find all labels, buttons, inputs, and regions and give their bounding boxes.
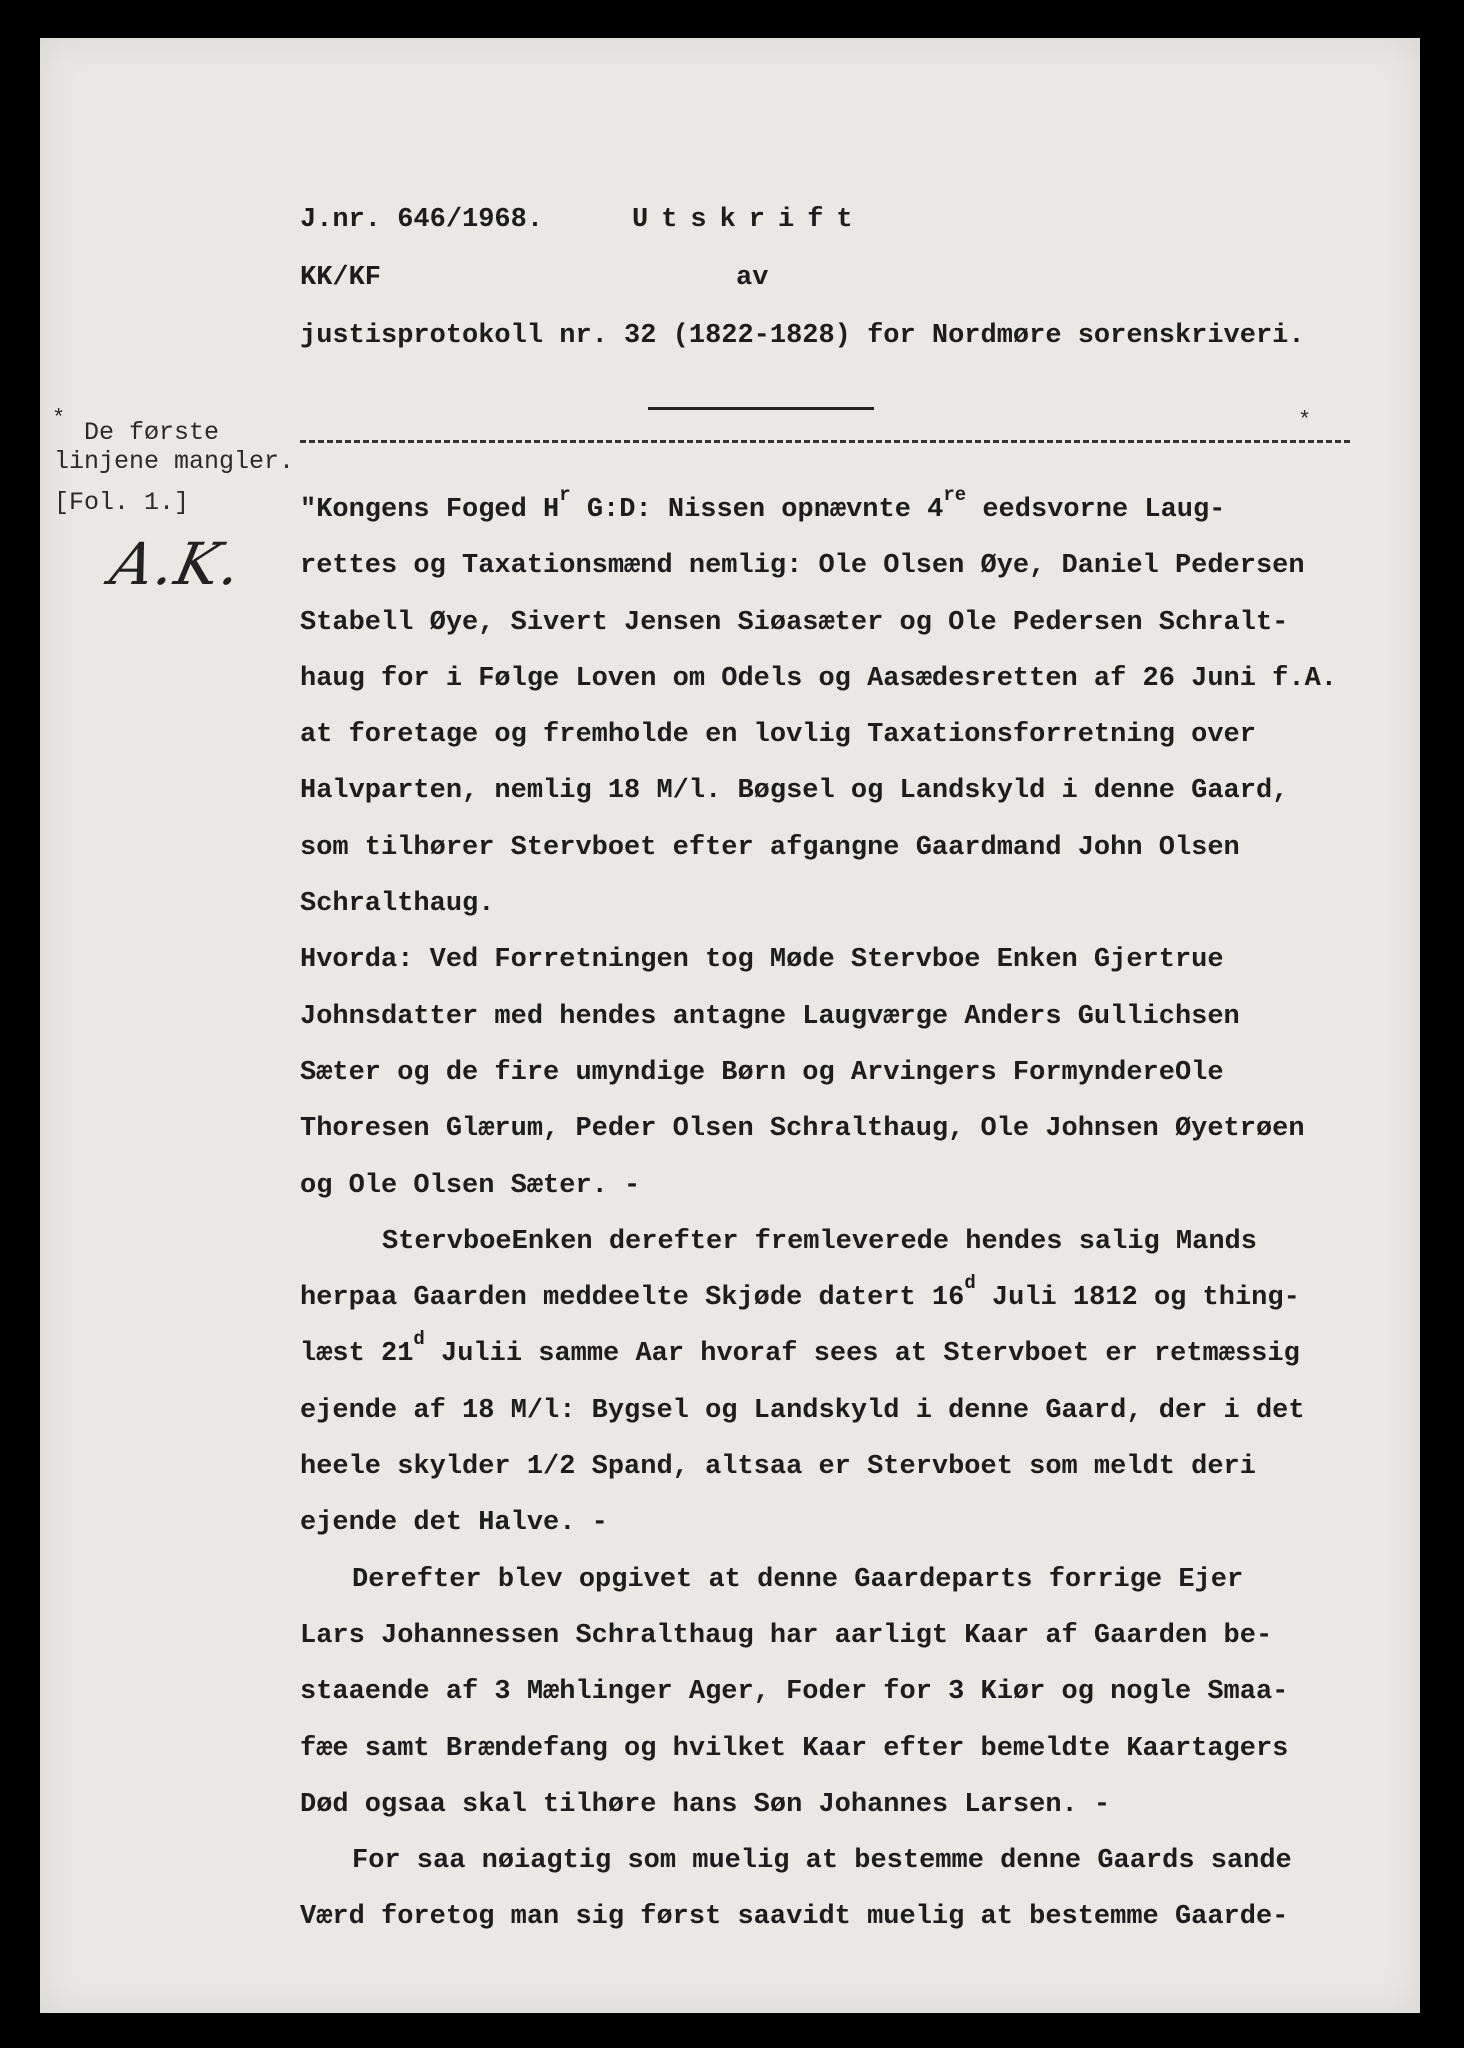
superscript: re <box>943 484 967 506</box>
body-line-text: Julii samme Aar hvoraf sees at Stervboet er retmæssig <box>424 1339 1300 1370</box>
body-line: Hvorda: Ved Forretningen tog Møde Stervboe Enken Gjertrue <box>300 945 1224 976</box>
body-line <box>300 482 1337 538</box>
body-line: Lars Johannessen Schralthaug har aarligt Kaar af Gaarden be- <box>300 1620 1273 1651</box>
margin-note-line2: linjene mangler. <box>54 447 295 476</box>
margin-note-line1: De første <box>84 418 220 447</box>
body-line-text: Juli 1812 og thing- <box>975 1283 1300 1314</box>
body-line: Død ogsaa skal tilhøre hans Søn Johannes Larsen. - <box>300 1789 1111 1820</box>
body-line-text: "Kongens Foged H <box>300 495 560 525</box>
body-line: at foretage og fremholde en lovlig Taxationsforretning over <box>300 720 1256 751</box>
body-line: heele skylder 1/2 Spand, altsaa er Stervboet som meldt deri <box>300 1452 1256 1483</box>
superscript: d <box>964 1272 976 1295</box>
body-line: fæe samt Brændefang og hvilket Kaar efter bemeldte Kaartagers <box>300 1733 1289 1764</box>
superscript: r <box>559 484 571 506</box>
body-line: For saa nøiagtig som muelig at bestemme denne Gaards sande <box>352 1846 1292 1877</box>
body-line: Thoresen Glærum, Peder Olsen Schralthaug, Ole Johnsen Øyetrøen <box>300 1114 1305 1145</box>
body-line: Johnsdatter med hendes antagne Laugværge Anders Gullichsen <box>300 1001 1240 1032</box>
header-av: av <box>736 263 769 293</box>
body-line <box>300 1326 1337 1382</box>
body-line: rettes og Taxationsmænd nemlig: Ole Olsen Øye, Daniel Pedersen <box>300 551 1305 582</box>
body-line: som tilhører Stervboet efter afgangne Gaardmand John Olsen <box>300 832 1240 863</box>
body-line: Stabell Øye, Sivert Jensen Siøasæter og Ole Pedersen Schralt- <box>300 607 1289 638</box>
body-line-text: G:D: Nissen opnævnte 4 <box>570 495 944 525</box>
right-margin-star: * <box>1298 408 1312 433</box>
body-line: Sæter og de fire umyndige Børn og Arvingers FormyndereOle <box>300 1057 1224 1088</box>
utskrift-title: Utskrift <box>632 205 866 235</box>
body-line: og Ole Olsen Sæter. - <box>300 1170 641 1201</box>
body-line: StervboeEnken derefter fremleverede hendes salig Mands <box>382 1226 1257 1257</box>
header-initials: KK/KF <box>300 263 382 293</box>
body-line-text: herpaa Gaarden meddeelte Skjøde datert 16 <box>300 1283 965 1314</box>
journal-number <box>300 192 543 248</box>
transcript-body <box>300 482 1337 1946</box>
dashed-separator <box>300 440 1350 443</box>
body-line: Derefter blev opgivet at denne Gaardeparts forrige Ejer <box>352 1564 1244 1595</box>
header-rule <box>648 407 874 410</box>
body-line: Halvparten, nemlig 18 M/l. Bøgsel og Landskyld i denne Gaard, <box>300 776 1289 807</box>
body-line: Schralthaug. <box>300 889 495 920</box>
body-line <box>300 1270 1337 1326</box>
body-line-text: eedsvorne Laug- <box>966 495 1226 525</box>
body-line: Værd foretog man sig først saavidt muelig at bestemme Gaarde- <box>300 1902 1289 1933</box>
journal-number-text: J.nr. 646/1968. <box>300 205 544 235</box>
body-line: ejende af 18 M/l: Bygsel og Landskyld i denne Gaard, der i det <box>300 1395 1305 1426</box>
body-line-text: læst 21 <box>300 1339 414 1370</box>
body-line: ejende det Halve. - <box>300 1508 608 1539</box>
margin-note-star: * <box>52 406 66 431</box>
handwritten-initials: A.K. <box>104 530 250 598</box>
protocol-title: justisprotokoll nr. 32 (1822-1828) for Nordmøre sorenskriveri. <box>300 321 1305 351</box>
body-line: haug for i Følge Loven om Odels og Aasædesretten af 26 Juni f.A. <box>300 663 1337 694</box>
body-line: staaende af 3 Mæhlinger Ager, Foder for 3 Kiør og nogle Smaa- <box>300 1677 1289 1708</box>
superscript: d <box>413 1328 425 1351</box>
folio-reference: [Fol. 1.] <box>54 488 190 517</box>
